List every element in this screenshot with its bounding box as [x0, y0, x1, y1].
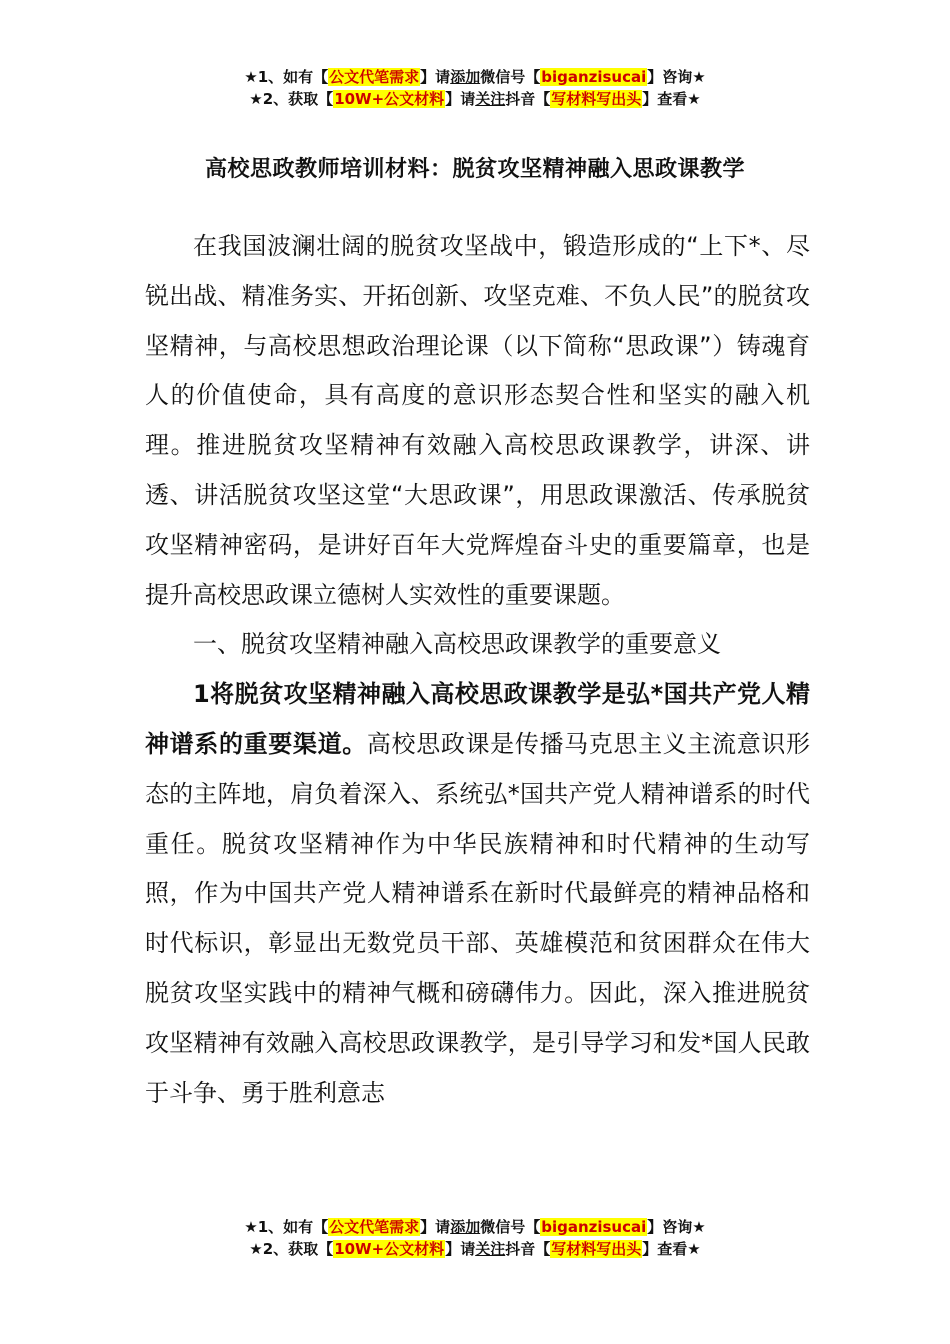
promo-text: ★2、获取【: [249, 1240, 334, 1258]
paragraph-section-1-1: [145, 670, 810, 1118]
promo-highlight: 公文代笔需求: [329, 1218, 420, 1236]
promo-line-2: [0, 88, 950, 110]
promo-text: 】查看★: [642, 90, 701, 108]
paragraph-body: 高校思政课是传播马克思主义主流意识形态的主阵地，肩负着深入、系统弘*国共产党人精神谱系的时代重任。脱贫攻坚精神作为中华民族精神和时代精神的生动写照，作为中国共产党人精神谱系在新时代最鲜亮的精神品格和时代标识，彰显出无数党员干部、英雄模范和贫困群众在伟大脱贫攻坚实践中的精神气概和磅礴伟力。因此，深入推进脱贫攻坚精神有效融入高校思政课教学，是引导学习和发*国人民敢于斗争、勇于胜利意志: [145, 729, 811, 1107]
promo-highlight: 10W+公文材料: [334, 90, 445, 108]
promo-text: ★1、如有【: [244, 68, 329, 86]
promo-text: 】请: [420, 68, 451, 86]
paragraph-intro: 在我国波澜壮阔的脱贫攻坚战中，锻造形成的“上下*、尽锐出战、精准务实、开拓创新、攻坚克难、不负人民”的脱贫攻坚精神，与高校思想政治理论课（以下简称“思政课”）铸魂育人的价值使命，具有高度的意识形态契合性和坚实的融入机理。推进脱贫攻坚精神有效融入高校思政课教学，讲深、讲透、讲活脱贫攻坚这堂“大思政课”，用思政课激活、传承脱贫攻坚精神密码，是讲好百年大党辉煌奋斗史的重要篇章，也是提升高校思政课立德树人实效性的重要课题。: [145, 232, 810, 609]
promo-text: 抖音【: [505, 90, 551, 108]
promo-text: 】咨询★: [647, 1218, 706, 1236]
promo-highlight-wechat: biganzisucai: [541, 68, 647, 86]
promo-text: ★2、获取【: [249, 90, 334, 108]
promo-line-2: [0, 1238, 950, 1260]
document-body: [145, 222, 810, 1118]
promo-text: 】请: [420, 1218, 451, 1236]
section-heading-1: 一、脱贫攻坚精神融入高校思政课教学的重要意义: [193, 630, 721, 659]
promo-header: [0, 66, 950, 110]
paragraph-lead-bold: 1将脱贫攻坚精神融入高校思政课教学是弘*国共产党人精神谱系的重要渠道。: [145, 680, 810, 758]
promo-text: 微信号【: [480, 68, 541, 86]
document-title: 高校思政教师培训材料：脱贫攻坚精神融入思政课教学: [204, 157, 745, 182]
promo-text: 】请: [445, 1240, 476, 1258]
promo-highlight: 公文代笔需求: [329, 68, 420, 86]
promo-text: ★1、如有【: [244, 1218, 329, 1236]
promo-text: 】咨询★: [647, 68, 706, 86]
promo-underline: 关注: [475, 90, 506, 108]
promo-highlight: 10W+公文材料: [334, 1240, 445, 1258]
promo-underline: 添加: [450, 1218, 481, 1236]
promo-text: 微信号【: [480, 1218, 541, 1236]
promo-highlight-wechat: biganzisucai: [541, 1218, 647, 1236]
promo-text: 抖音【: [505, 1240, 551, 1258]
promo-text: 】请: [445, 90, 476, 108]
promo-footer: [0, 1216, 950, 1260]
promo-underline: 关注: [475, 1240, 506, 1258]
promo-text: 】查看★: [642, 1240, 701, 1258]
promo-line-1: [0, 1216, 950, 1238]
promo-highlight-douyin: 写材料写出头: [551, 90, 642, 108]
promo-underline: 添加: [450, 68, 481, 86]
promo-highlight-douyin: 写材料写出头: [551, 1240, 642, 1258]
promo-line-1: [0, 66, 950, 88]
